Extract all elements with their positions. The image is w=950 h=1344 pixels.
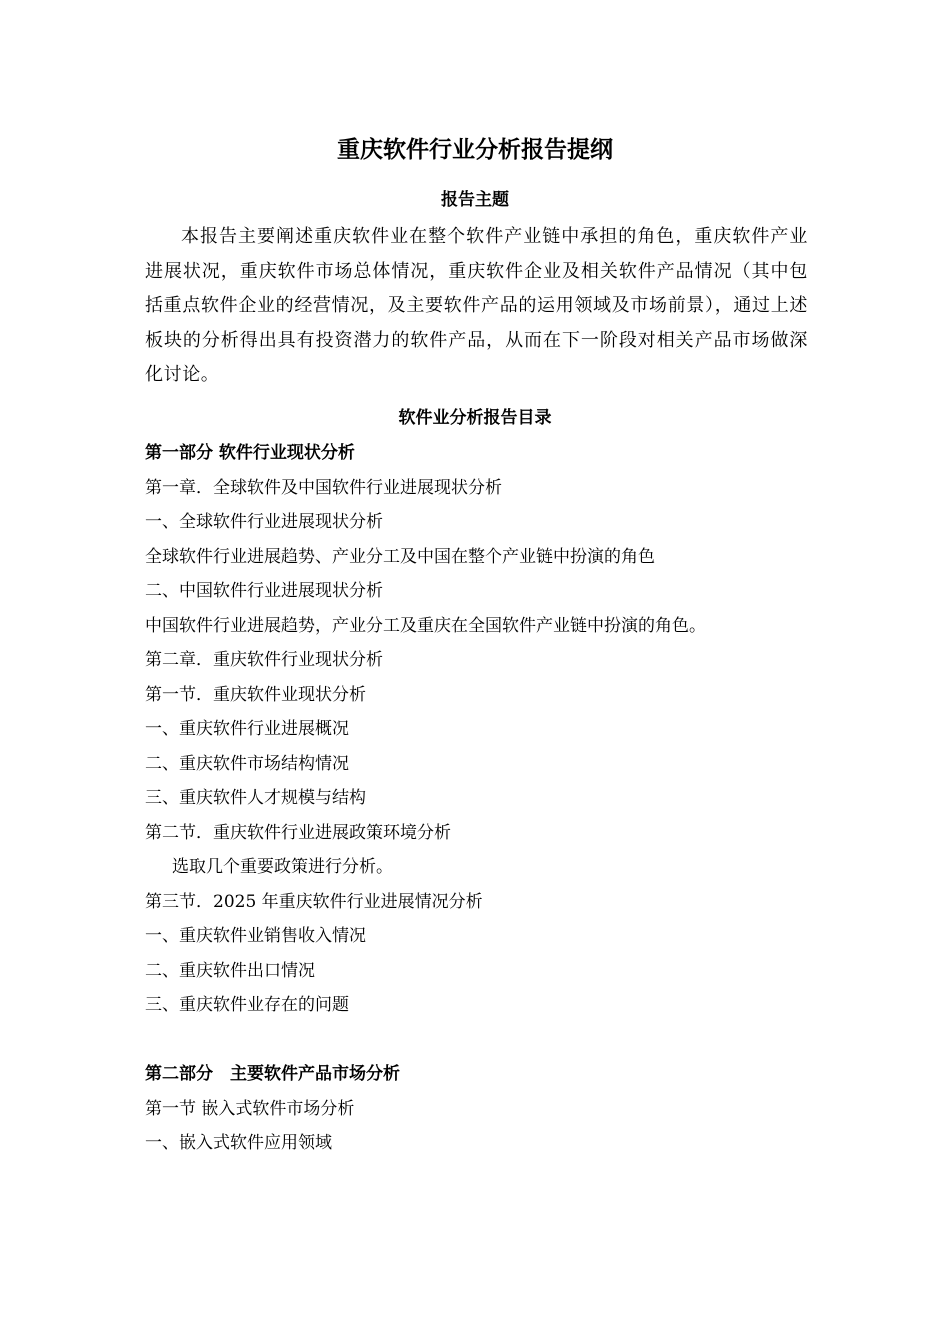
toc-part-heading: 第一部分 软件行业现状分析 <box>145 443 355 463</box>
toc-item: 一、全球软件行业进展现状分析 <box>145 512 383 532</box>
toc-item: 全球软件行业进展趋势、产业分工及中国在整个产业链中扮演的角色 <box>145 547 655 567</box>
toc-section: 第一节 嵌入式软件市场分析 <box>145 1099 355 1119</box>
toc-item: 一、重庆软件行业进展概况 <box>145 719 349 739</box>
toc-item: 一、重庆软件业销售收入情况 <box>145 926 366 946</box>
toc-item: 三、重庆软件人才规模与结构 <box>145 788 366 808</box>
document-title: 重庆软件行业分析报告提纲 <box>337 136 613 163</box>
toc-section: 第三节．2025 年重庆软件行业进展情况分析 <box>145 892 483 912</box>
topic-heading: 报告主题 <box>441 190 509 210</box>
toc-item: 中国软件行业进展趋势，产业分工及重庆在全国软件产业链中扮演的角色。 <box>145 616 706 636</box>
toc-item: 一、嵌入式软件应用领域 <box>145 1133 332 1153</box>
toc-chapter: 第一章．全球软件及中国软件行业进展现状分析 <box>145 478 502 498</box>
toc-heading: 软件业分析报告目录 <box>398 408 552 428</box>
toc-item: 三、重庆软件业存在的问题 <box>145 995 349 1015</box>
toc-item: 选取几个重要政策进行分析。 <box>172 857 393 877</box>
intro-paragraph: 本报告主要阐述重庆软件业在整个软件产业链中承担的角色，重庆软件产业进展状况，重庆软件市场总体情况，重庆软件企业及相关软件产品情况（其中包括重点软件企业的经营情况，及主要软件产品的运用领域及市场前景），通过上述板块的分析得出具有投资潜力的软件产品，从而在下一阶段对相关产品市场做深化讨论。 <box>145 226 808 385</box>
toc-chapter: 第二章．重庆软件行业现状分析 <box>145 650 383 670</box>
toc-item: 二、中国软件行业进展现状分析 <box>145 581 383 601</box>
toc-item: 二、重庆软件市场结构情况 <box>145 754 349 774</box>
toc-section: 第二节．重庆软件行业进展政策环境分析 <box>145 823 451 843</box>
toc-section: 第一节．重庆软件业现状分析 <box>145 685 366 705</box>
toc-part-heading: 第二部分 主要软件产品市场分析 <box>145 1064 400 1084</box>
toc-item: 二、重庆软件出口情况 <box>145 961 315 981</box>
